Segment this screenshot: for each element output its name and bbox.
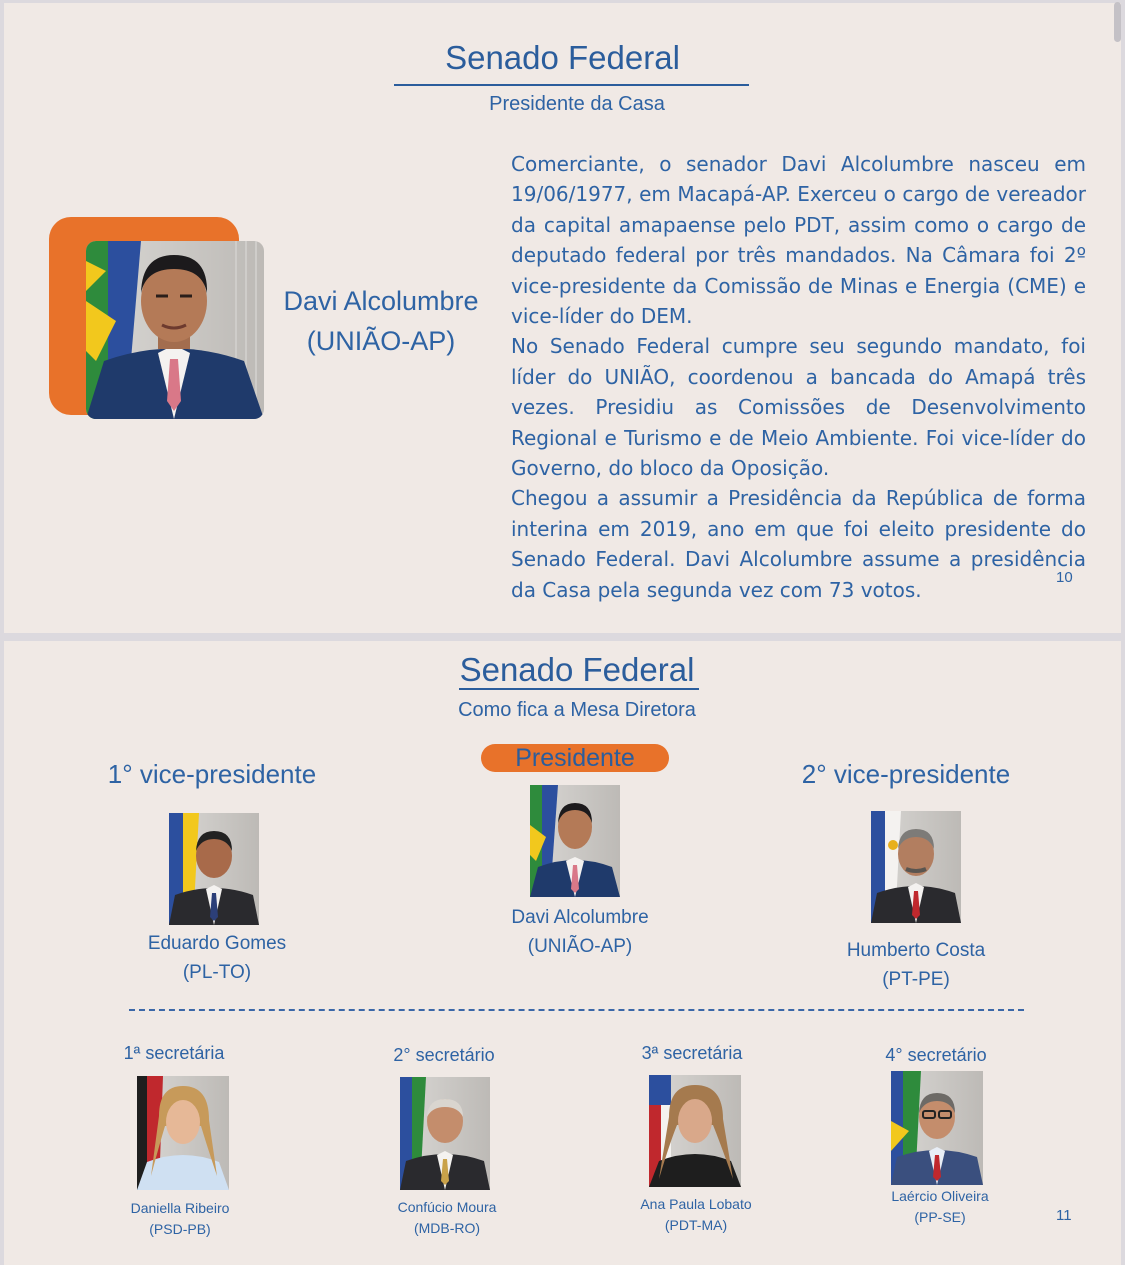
slide-title: Senado Federal xyxy=(445,39,680,76)
portrait-humberto-costa xyxy=(871,811,961,923)
title-underline xyxy=(459,688,699,690)
bio-paragraph: Comerciante, o senador Davi Alcolumbre nasceu em 19/06/1977, em Macapá-AP. Exerceu o cargo de vereador da capital amapaense pelo PDT, assim como o cargo de deputado federal por três mandados. Na Câmara foi 2º vice-presidente da Comissão de Minas e Energia (CME) e vice-líder do DEM. xyxy=(511,152,1086,329)
role-2-vice-presidente: 2° vice-presidente xyxy=(801,759,1011,789)
member-party: (PL-TO) xyxy=(182,962,252,983)
member-daniella-ribeiro xyxy=(100,1198,260,1240)
page-number: 11 xyxy=(1056,1207,1072,1224)
member-confucio-moura xyxy=(367,1197,527,1239)
bio-paragraph: Chegou a assumir a Presidência da República de forma interina em 2019, ano em que foi eleito presidente do Senado Federal. Davi Alcolumbre assume a presidência da Casa pela segunda vez com 73 votos. xyxy=(511,486,1086,602)
section-divider xyxy=(129,1009,1024,1011)
role-2-secretario: 2° secretário xyxy=(393,1045,495,1065)
president-party: (UNIÃO-AP) xyxy=(306,326,456,356)
portrait-ana-paula-lobato xyxy=(649,1075,741,1187)
member-humberto-costa xyxy=(816,936,1016,994)
member-party: (PDT-MA) xyxy=(664,1217,728,1233)
member-laercio-oliveira xyxy=(860,1186,1020,1228)
slide-subtitle: Como fica a Mesa Diretora xyxy=(458,699,696,721)
member-name: Humberto Costa xyxy=(846,940,986,961)
portrait-daniella-ribeiro xyxy=(137,1076,229,1190)
president-name: Davi Alcolumbre xyxy=(283,286,479,316)
slide-mesa-diretora xyxy=(4,641,1121,1265)
portrait-davi-alcolumbre xyxy=(530,785,620,897)
member-party: (MDB-RO) xyxy=(413,1220,481,1236)
scrollbar-thumb[interactable] xyxy=(1114,2,1121,42)
member-name: Daniella Ribeiro xyxy=(130,1200,230,1216)
role-1-vice-presidente: 1° vice-presidente xyxy=(107,759,317,789)
page-number: 10 xyxy=(1056,569,1073,586)
role-1-secretaria: 1ª secretária xyxy=(123,1043,225,1063)
member-davi-alcolumbre xyxy=(480,903,680,961)
portrait-laercio-oliveira xyxy=(891,1071,983,1185)
portrait-davi-alcolumbre xyxy=(86,241,264,419)
role-3-secretaria: 3ª secretária xyxy=(641,1043,743,1063)
bio-paragraph: No Senado Federal cumpre seu segundo mandato, foi líder do UNIÃO, coordenou a bancada do Amapá três vezes. Presidiu as Comissões de Desenvolvimento Regional e Turismo e de Meio Ambiente. Foi vice-líder do Governo, do bloco da Oposição. xyxy=(511,334,1086,481)
portrait-eduardo-gomes xyxy=(169,813,259,925)
member-name: Confúcio Moura xyxy=(397,1199,497,1215)
president-bio xyxy=(511,149,1086,605)
member-party: (PSD-PB) xyxy=(149,1221,211,1237)
member-party: (PP-SE) xyxy=(914,1209,966,1225)
presidente-badge: Presidente xyxy=(481,744,669,772)
member-name: Ana Paula Lobato xyxy=(640,1196,752,1212)
president-name-block xyxy=(266,281,496,361)
member-ana-paula-lobato xyxy=(616,1194,776,1236)
member-party: (UNIÃO-AP) xyxy=(527,936,633,957)
slide-presidente-da-casa xyxy=(4,3,1121,633)
slide-subtitle: Presidente da Casa xyxy=(489,93,665,115)
portrait-confucio-moura xyxy=(400,1077,490,1190)
slide-title: Senado Federal xyxy=(459,651,695,688)
role-4-secretario: 4° secretário xyxy=(885,1045,987,1065)
member-party: (PT-PE) xyxy=(882,969,950,990)
member-eduardo-gomes xyxy=(117,929,317,987)
title-underline xyxy=(394,84,749,86)
member-name: Eduardo Gomes xyxy=(147,933,287,954)
member-name: Laércio Oliveira xyxy=(891,1188,989,1204)
member-name: Davi Alcolumbre xyxy=(511,907,649,928)
